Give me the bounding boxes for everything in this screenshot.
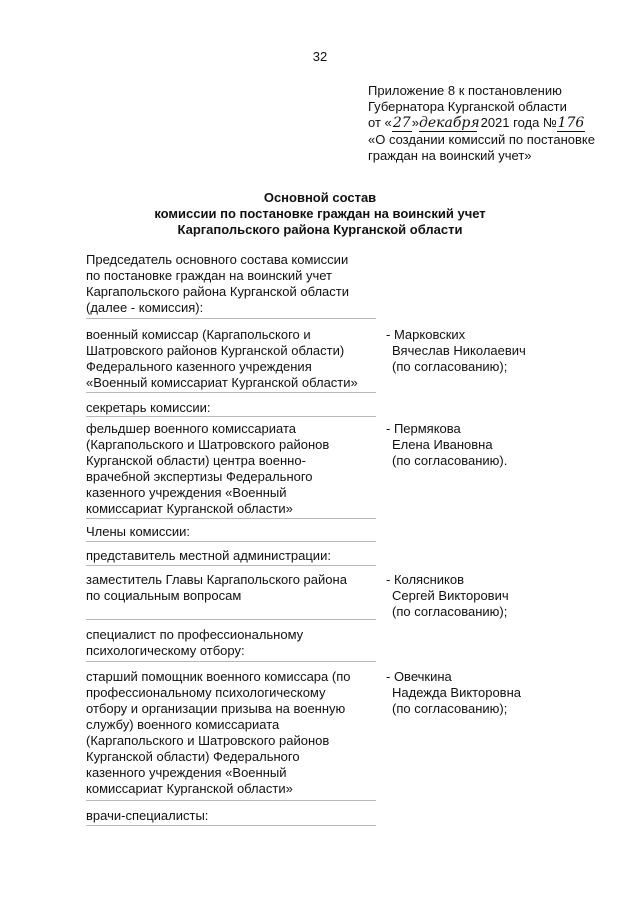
appendix-header	[368, 83, 633, 164]
chairman-position	[86, 327, 386, 391]
divider	[86, 661, 376, 662]
text-line: профессиональному психологическому	[86, 685, 326, 700]
person-name: Вячеслав Николаевич	[392, 343, 526, 358]
local-admin-position	[86, 572, 386, 604]
chairman-intro	[86, 252, 386, 316]
doctors-heading: врачи-специалисты:	[86, 808, 209, 823]
page-number: 32	[312, 49, 328, 64]
divider	[86, 800, 376, 801]
title-line: комиссии по постановке граждан на воинский учет	[154, 206, 486, 221]
text-line: по социальным вопросам	[86, 588, 242, 603]
title-line: Основной состав	[263, 190, 377, 205]
person-name: Надежда Викторовна	[392, 685, 521, 700]
secretary-position	[86, 421, 386, 517]
person-note: (по согласованию);	[392, 359, 508, 374]
chairman-person	[386, 327, 626, 375]
divider	[86, 318, 376, 319]
person-name: Елена Ивановна	[392, 437, 493, 452]
person-name: - Марковских	[386, 327, 466, 342]
handwritten-number: 176	[557, 115, 585, 131]
text-line: службу) военного комиссариата	[86, 717, 280, 732]
text-line: казенного учреждения «Военный	[86, 765, 287, 780]
text-line: Курганской области) Федерального	[86, 749, 300, 764]
text-line: по постановке граждан на воинский учет	[86, 268, 332, 283]
text-line: психологическому отбору:	[86, 643, 245, 658]
appendix-line: граждан на воинский учет»	[368, 148, 532, 163]
psych-position	[86, 669, 386, 797]
divider	[86, 518, 376, 519]
divider	[86, 416, 376, 417]
local-admin-heading: представитель местной администрации:	[86, 548, 331, 563]
text-line: специалист по профессиональному	[86, 627, 304, 642]
text-line: «Военный комиссариат Курганской области»	[86, 375, 358, 390]
text-line: заместитель Главы Каргапольского района	[86, 572, 347, 587]
handwritten-day: 27	[392, 115, 411, 131]
divider	[86, 619, 376, 620]
text-line: (далее - комиссия):	[86, 300, 204, 315]
document-title	[0, 190, 640, 238]
date-year: 2021 года №	[476, 115, 557, 130]
appendix-line: Приложение 8 к постановлению	[368, 83, 562, 98]
divider	[86, 825, 376, 826]
person-name: - Пермякова	[386, 421, 461, 436]
title-line: Каргапольского района Курганской области	[177, 222, 463, 237]
members-heading: Члены комиссии:	[86, 524, 191, 539]
person-name: - Колясников	[386, 572, 464, 587]
handwritten-month: декабря	[418, 115, 480, 131]
text-line: (Каргапольского и Шатровского районов	[86, 733, 330, 748]
date-mid: »	[411, 115, 419, 130]
person-note: (по согласованию).	[392, 453, 508, 468]
text-line: военный комиссар (Каргапольского и	[86, 327, 311, 342]
text-line: врачебной экспертизы Федерального	[86, 469, 313, 484]
local-admin-person	[386, 572, 626, 620]
divider	[86, 392, 376, 393]
appendix-date-line	[368, 115, 633, 132]
appendix-line: «О создании комиссий по постановке	[368, 132, 595, 147]
person-note: (по согласованию);	[392, 701, 508, 716]
text-line: Председатель основного состава комиссии	[86, 252, 349, 267]
text-line: старший помощник военного комиссара (по	[86, 669, 351, 684]
text-line: (Каргапольского и Шатровского районов	[86, 437, 330, 452]
date-prefix: от «	[368, 115, 392, 130]
appendix-line: Губернатора Курганской области	[368, 99, 567, 114]
text-line: Курганской области) центра военно-	[86, 453, 306, 468]
text-line: Федерального казенного учреждения	[86, 359, 312, 374]
text-line: фельдшер военного комиссариата	[86, 421, 297, 436]
text-line: казенного учреждения «Военный	[86, 485, 287, 500]
text-line: комиссариат Курганской области»	[86, 501, 293, 516]
text-line: Шатровского районов Курганской области)	[86, 343, 345, 358]
person-name: Сергей Викторович	[392, 588, 509, 603]
divider	[86, 565, 376, 566]
secretary-heading: секретарь комиссии:	[86, 400, 211, 415]
person-name: - Овечкина	[386, 669, 452, 684]
divider	[86, 541, 376, 542]
text-line: отбору и организации призыва на военную	[86, 701, 346, 716]
person-note: (по согласованию);	[392, 604, 508, 619]
secretary-person	[386, 421, 626, 469]
psych-heading	[86, 627, 386, 659]
psych-person	[386, 669, 626, 717]
text-line: Каргапольского района Курганской области	[86, 284, 349, 299]
text-line: комиссариат Курганской области»	[86, 781, 293, 796]
